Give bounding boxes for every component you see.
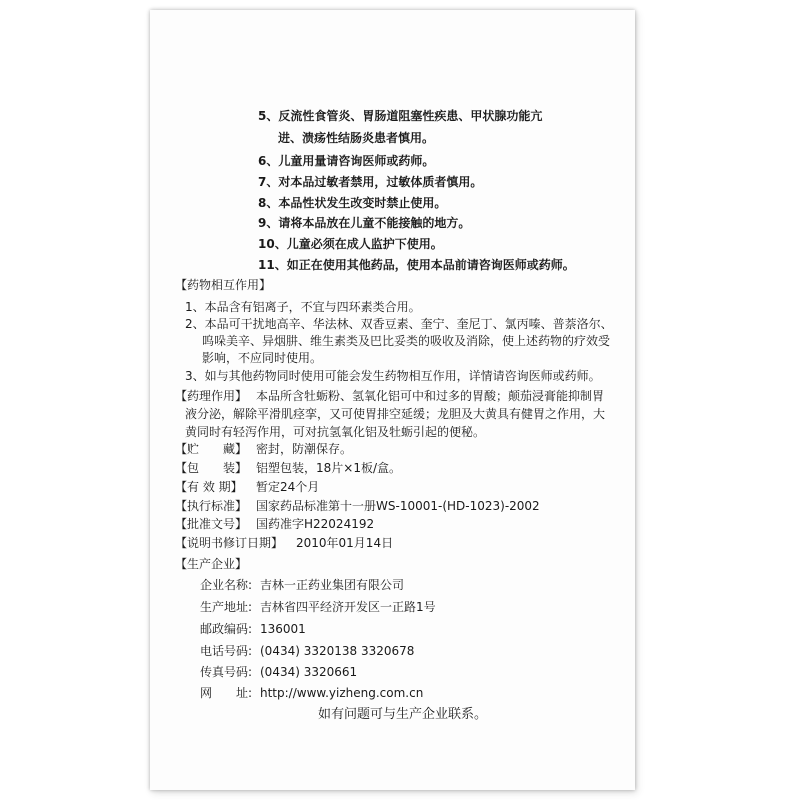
manufacturer-name-value: 吉林一正药业集团有限公司 <box>260 578 405 592</box>
manufacturer-address-label: 生产地址: <box>200 600 253 614</box>
precaution-item-8: 8、本品性状发生改变时禁止使用。 <box>258 196 447 210</box>
standard-label: 【执行标准】 <box>175 499 248 513</box>
manufacturer-heading: 【生产企业】 <box>175 557 248 571</box>
manufacturer-name-label: 企业名称: <box>200 578 253 592</box>
package-value: 铝塑包装，18片×1板/盒。 <box>256 461 402 475</box>
validity-value: 暂定24个月 <box>256 480 320 494</box>
manufacturer-website-label: 网 址: <box>200 686 253 700</box>
manufacturer-address-value: 吉林省四平经济开发区一正路1号 <box>260 600 436 614</box>
interactions-heading: 【药物相互作用】 <box>175 278 272 292</box>
precaution-item-11: 11、如正在使用其他药品，使用本品前请咨询医师或药师。 <box>258 258 575 272</box>
interaction-item-3: 3、如与其他药物同时使用可能会发生药物相互作用，详情请咨询医师或药师。 <box>185 369 601 383</box>
validity-label: 【有 效 期】 <box>175 480 243 494</box>
storage-label: 【贮 藏】 <box>175 442 248 456</box>
interaction-item-2-line-1: 2、本品可干扰地高辛、华法林、双香豆素、奎宁、奎尼丁、氯丙嗪、普萘洛尔、 <box>185 317 613 331</box>
precaution-item-5-line-1: 5、反流性食管炎、胃肠道阻塞性疾患、甲状腺功能亢 <box>258 109 543 123</box>
package-insert-page <box>150 10 635 790</box>
precaution-item-5-line-2: 进、溃疡性结肠炎患者慎用。 <box>278 131 435 145</box>
manufacturer-postcode-label: 邮政编码: <box>200 622 253 636</box>
contact-footer-note: 如有问题可与生产企业联系。 <box>318 707 488 722</box>
revision-label: 【说明书修订日期】 <box>175 536 284 550</box>
interaction-item-2-line-3: 影响，不应同时使用。 <box>202 351 323 365</box>
precaution-item-7: 7、对本品过敏者禁用，过敏体质者慎用。 <box>258 175 483 189</box>
manufacturer-phone-label: 电话号码: <box>200 644 253 658</box>
storage-value: 密封，防潮保存。 <box>256 442 353 456</box>
manufacturer-website-value: http://www.yizheng.com.cn <box>260 686 424 700</box>
precaution-item-9: 9、请将本品放在儿童不能接触的地方。 <box>258 216 471 230</box>
manufacturer-fax-value: (0434) 3320661 <box>260 665 358 679</box>
manufacturer-phone-value: (0434) 3320138 3320678 <box>260 644 415 658</box>
pharmacology-line-3: 黄同时有轻泻作用，可对抗氢氧化铝及牡蛎引起的便秘。 <box>185 425 486 439</box>
interaction-item-2-line-2: 呜哚美辛、异烟肼、维生素类及巴比妥类的吸收及消除，使上述药物的疗效受 <box>202 334 611 348</box>
package-label: 【包 装】 <box>175 461 248 475</box>
pharmacology-line-2: 液分泌，解除平滑肌痉挛，又可使胃排空延缓；龙胆及大黄具有健胃之作用，大 <box>185 407 606 421</box>
approval-label: 【批准文号】 <box>175 517 248 531</box>
approval-value: 国药准字H22024192 <box>256 517 375 531</box>
interaction-item-1: 1、本品含有铝离子，不宜与四环素类合用。 <box>185 300 421 314</box>
precaution-item-10: 10、儿童必须在成人监护下使用。 <box>258 237 443 251</box>
standard-value: 国家药品标准第十一册WS-10001-(HD-1023)-2002 <box>256 499 540 513</box>
manufacturer-postcode-value: 136001 <box>260 622 306 636</box>
manufacturer-fax-label: 传真号码: <box>200 665 253 679</box>
pharmacology-label: 【药理作用】 <box>175 389 248 403</box>
precaution-item-6: 6、儿童用量请咨询医师或药师。 <box>258 154 435 168</box>
pharmacology-line-1: 本品所含牡蛎粉、氢氧化铝可中和过多的胃酸；颠茄浸膏能抑制胃 <box>256 389 605 403</box>
revision-value: 2010年01月14日 <box>296 536 394 550</box>
